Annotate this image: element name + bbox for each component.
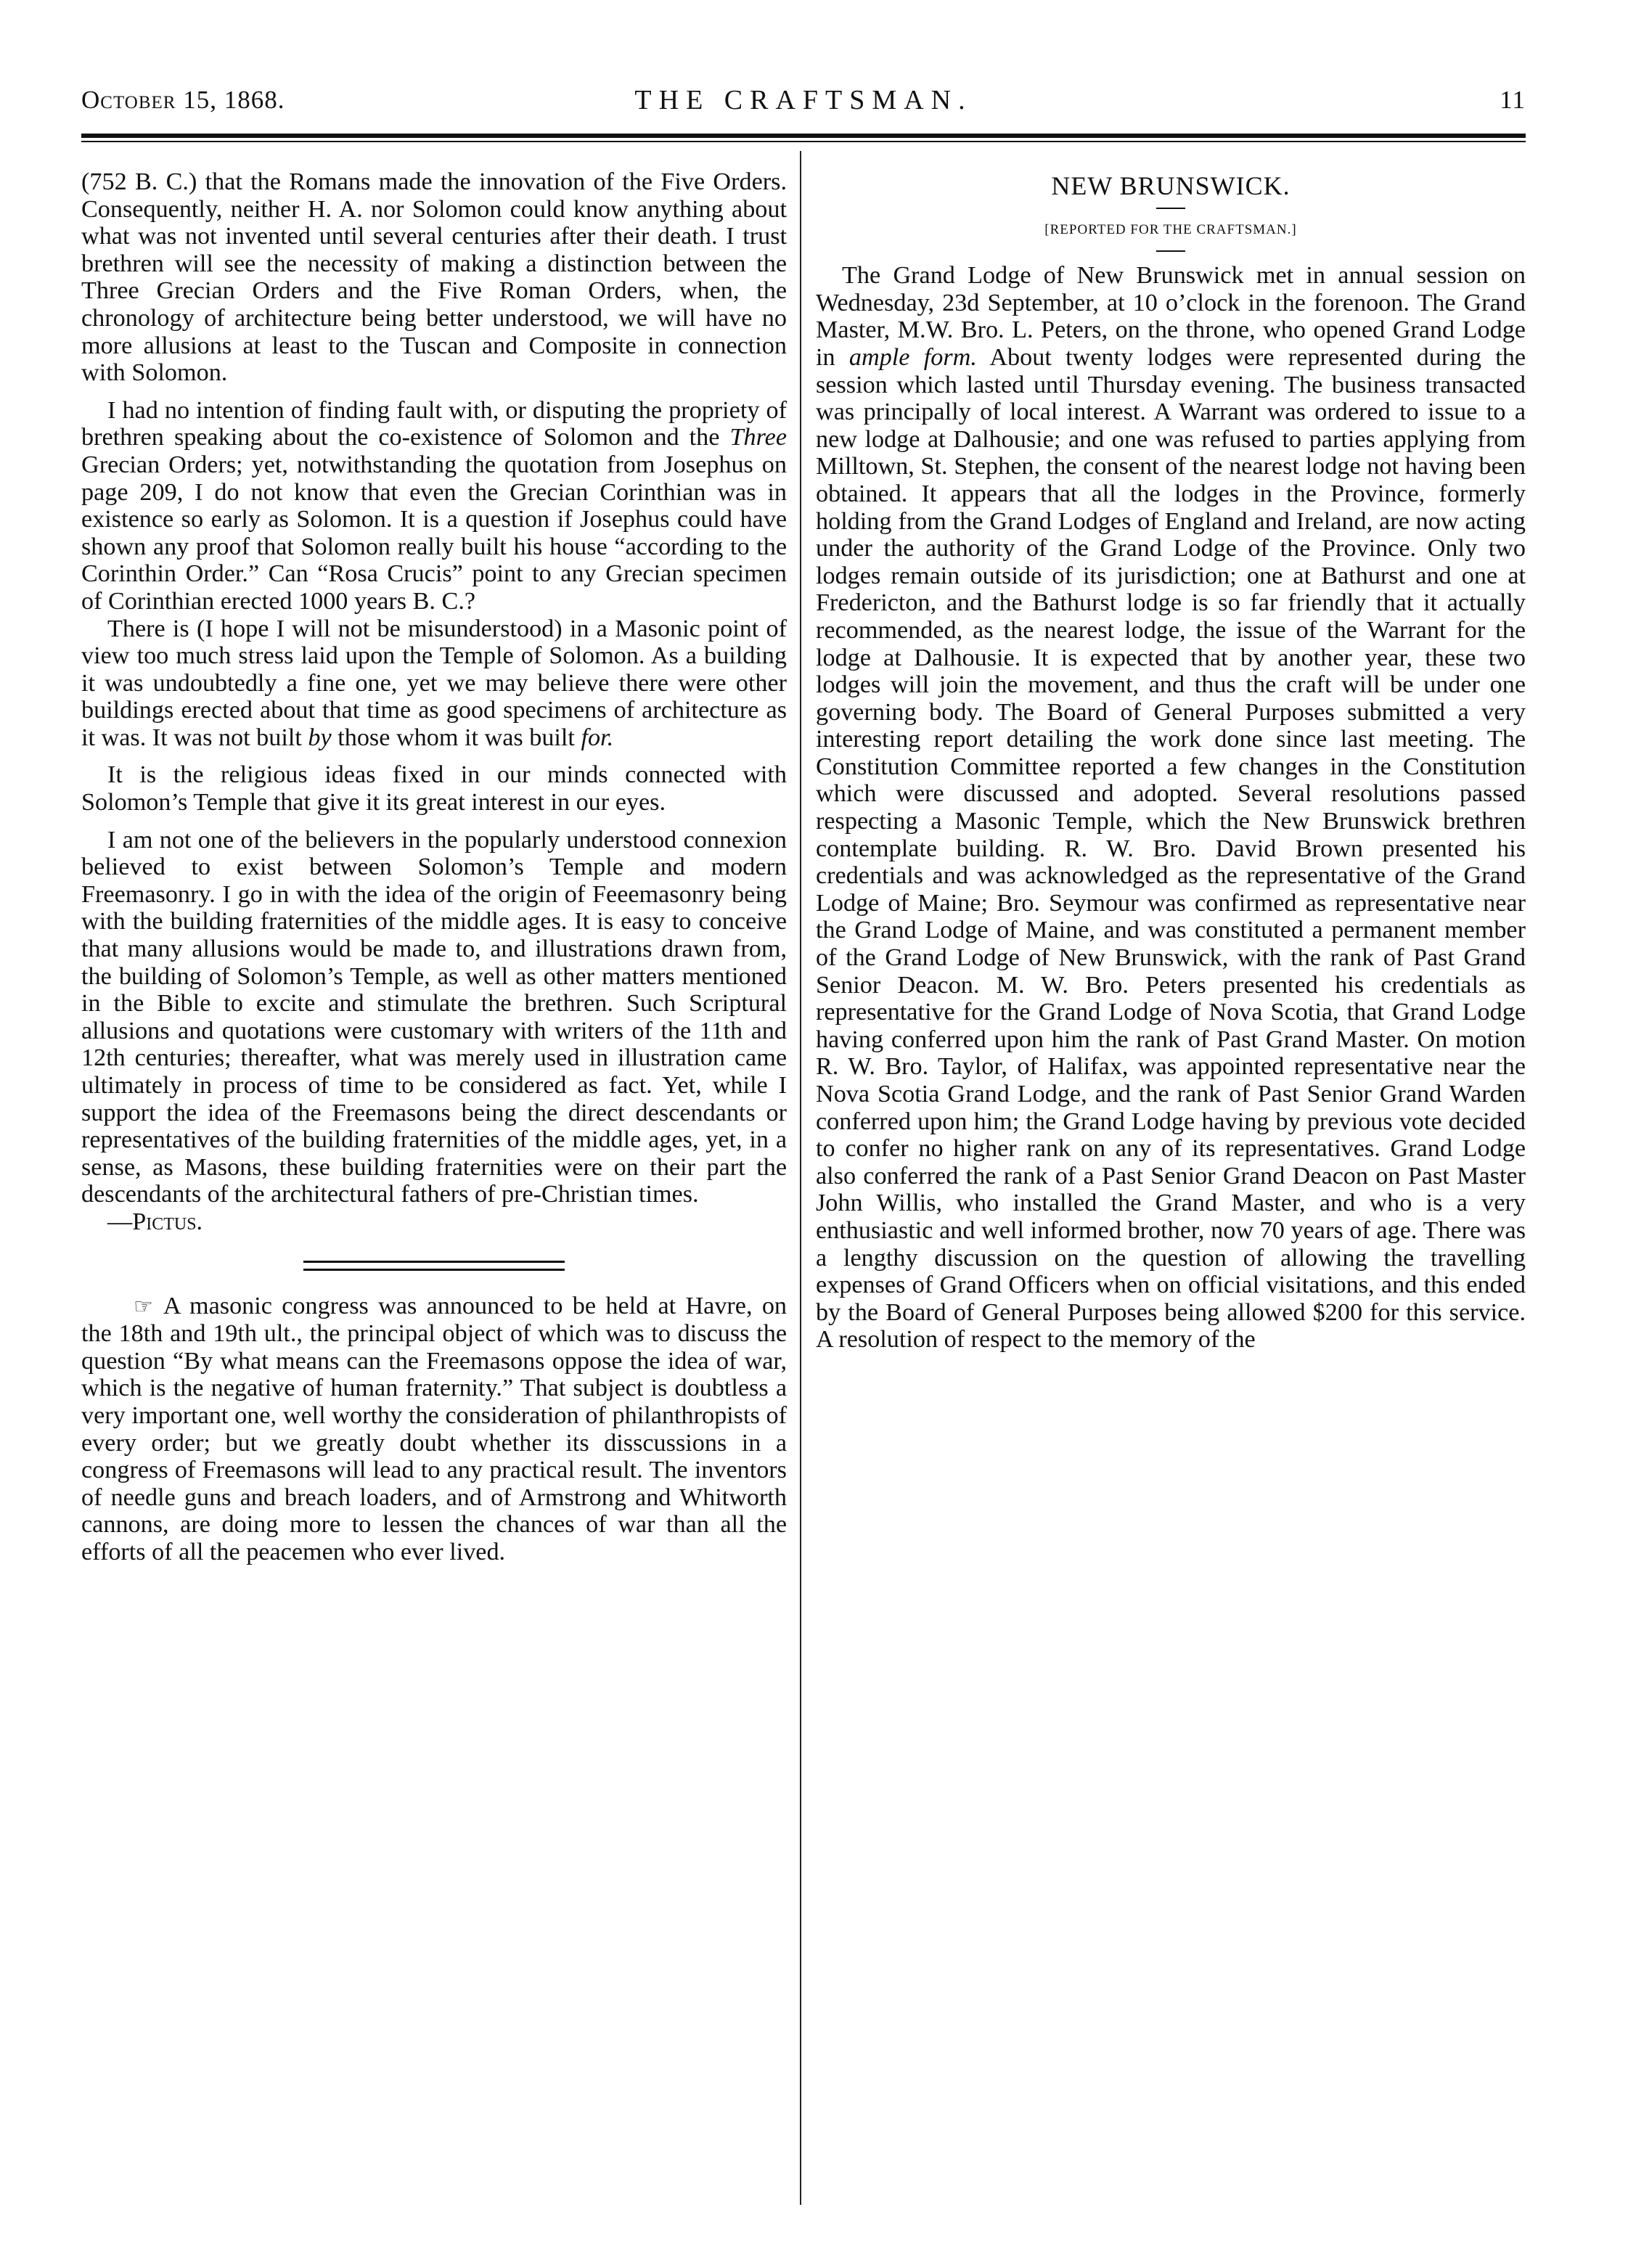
page-header	[81, 86, 1526, 129]
article-paragraph: The Grand Lodge of New Brunswick met in annual session on Wednesday, 23d September, at 10 o’clock in the forenoon. The Grand Master, M.W. Bro. L. Peters, on the throne, who opened Grand Lodge in ample form. About twenty lodges were represented during the session which lasted until Thursday evening. The business transacted was principally of local interest. A Warrant was ordered to issue to a new lodge at Dalhousie; and one was refused to parties applying from Milltown, St. Stephen, the consent of the nearest lodge not having been obtained. It appears that all the lodges in the Province, formerly holding from the Grand Lodges of England and Ireland, are now acting under the authority of the Grand Lodge of the Province. Only two lodges remain outside of its jurisdiction; one at Bathurst and one at Fredericton, and the Bathurst lodge is so far friendly that it actually recommended, as the nearest lodge, the issue of the Warrant for the lodge at Dalhousie. It is expected that by another year, these two lodges will join the movement, and thus the craft will be under one governing body. The Board of General Purposes submitted a very interesting report detailing the work done since last meeting. The Constitution Committee reported a few changes in the Constitution which were discussed and adopted. Several resolutions passed respecting a Masonic Temple, which the New Brunswick brethren contemplate building. R. W. Bro. David Brown presented his credentials and was acknowledged as the representative of the Grand Lodge of Maine; Bro. Seymour was confirmed as representative near the Grand Lodge of Maine, and was constituted a permanent member of the Grand Lodge of New Brunswick, with the rank of Past Grand Senior Deacon. M. W. Bro. Peters presented his credentials as representative for the Grand Lodge of Nova Scotia, that Grand Lodge having conferred upon him the rank of Past Grand Master. On motion R. W. Bro. Taylor, of Halifax, was appointed representative near the Nova Scotia Grand Lodge, and the rank of Past Senior Grand Warden conferred upon him; the Grand Lodge having by previous vote decided to confer no higher rank on any of its representatives. Grand Lodge also conferred the rank of a Past Senior Grand Deacon on Past Master John Willis, who installed the Grand Master, and who is a very enthusiastic and well informed brother, now 70 years of age. There was a lengthy discussion on the question of allowing the travelling expenses of Grand Officers when on official visitations, and this ended by the Board of General Purposes being allowed $200 for this service. A resolution of respect to the memory of the	[816, 262, 1526, 1354]
pointing-hand-icon: ☞	[134, 1294, 153, 1319]
article-paragraph: I am not one of the believers in the popularly understood connexion believed to exist between Solomon’s Temple and modern Freemasonry. I go in with the idea of the origin of Feeemasonry being with the building fraternities of the middle ages. It is easy to conceive that many allusions would be made to, and illustrations drawn from, the building of Solomon’s Temple, as well as other matters mentioned in the Bible to excite and stimulate the brethren. Such Scriptural allusions and quotations were customary with writers of the 11th and 12th centuries; thereafter, what was merely used in illustration came ultimately in process of time to be considered as fact. Yet, while I support the idea of the Freemasons being the direct descendants or representatives of the building fraternities of the middle ages, yet, in a sense, as Masons, these building fraternities were on their part the descendants of the architectural fathers of pre-Christian times.	[81, 826, 787, 1208]
heading-dash	[1156, 208, 1185, 209]
article-paragraph: (752 B. C.) that the Romans made the innovation of the Five Orders. Consequently, neither H. A. nor Solomon could know anything about what was not invented until several centuries after their death. I trust brethren will see the necessity of making a distinction between the Three Grecian Orders and the Five Roman Orders, when, the chronology of architecture being better understood, we will have no more allusions at least to the Tuscan and Composite in connection with Solomon.	[81, 168, 787, 387]
heading-dash	[1156, 250, 1185, 252]
article-paragraph: There is (I hope I will not be misunderstood) in a Masonic point of view too much stress laid upon the Temple of Solomon. As a building it was undoubtedly a fine one, yet we may believe there were other buildings erected about that time as good specimens of architecture as it was. It was not built by those whom it was built for.	[81, 615, 787, 751]
article-subheading: [REPORTED FOR THE CRAFTSMAN.]	[1044, 221, 1297, 237]
right-column	[816, 168, 1526, 1354]
header-rule-thin	[81, 141, 1526, 142]
article-heading: NEW BRUNSWICK.	[1051, 171, 1290, 200]
author-signature: —Pictus.	[107, 1208, 203, 1235]
column-divider	[800, 151, 801, 2205]
header-rule	[81, 134, 1526, 138]
publication-title: THE CRAFTSMAN.	[634, 85, 973, 115]
article-paragraph: It is the religious ideas fixed in our minds connected with Solomon’s Temple that give it its great interest in our eyes.	[81, 761, 787, 816]
left-column	[81, 168, 787, 1566]
page-number: 11	[1500, 86, 1526, 114]
news-item-paragraph: ☞ A masonic congress was announced to be held at Havre, on the 18th and 19th ult., the principal object of which was to discuss the question “By what means can the Freemasons oppose the idea of war, which is the negative of human fraternity.” That subject is doubtless a very important one, well worthy the consideration of philanthropists of every order; but we greatly doubt whether its disscussions in a congress of Freemasons will lead to any practical result. The inventors of needle guns and breach loaders, and of Armstrong and Whitworth cannons, are doing more to lessen the chances of war than all the efforts of all the peacemen who ever lived.	[81, 1292, 787, 1565]
article-paragraph: I had no intention of finding fault with, or disputing the propriety of brethren speaking about the co-existence of Solomon and the Three Grecian Orders; yet, notwithstanding the quotation from Josephus on page 209, I do not know that even the Grecian Corinthian was in existence so early as Solomon. It is a question if Josephus could have shown any proof that Solomon really built his house “according to the Corinthin Order.” Can “Rosa Crucis” point to any Grecian specimen of Corinthian erected 1000 years B. C.?	[81, 396, 787, 615]
issue-date: October 15, 1868.	[81, 86, 285, 114]
section-separator	[303, 1261, 565, 1271]
